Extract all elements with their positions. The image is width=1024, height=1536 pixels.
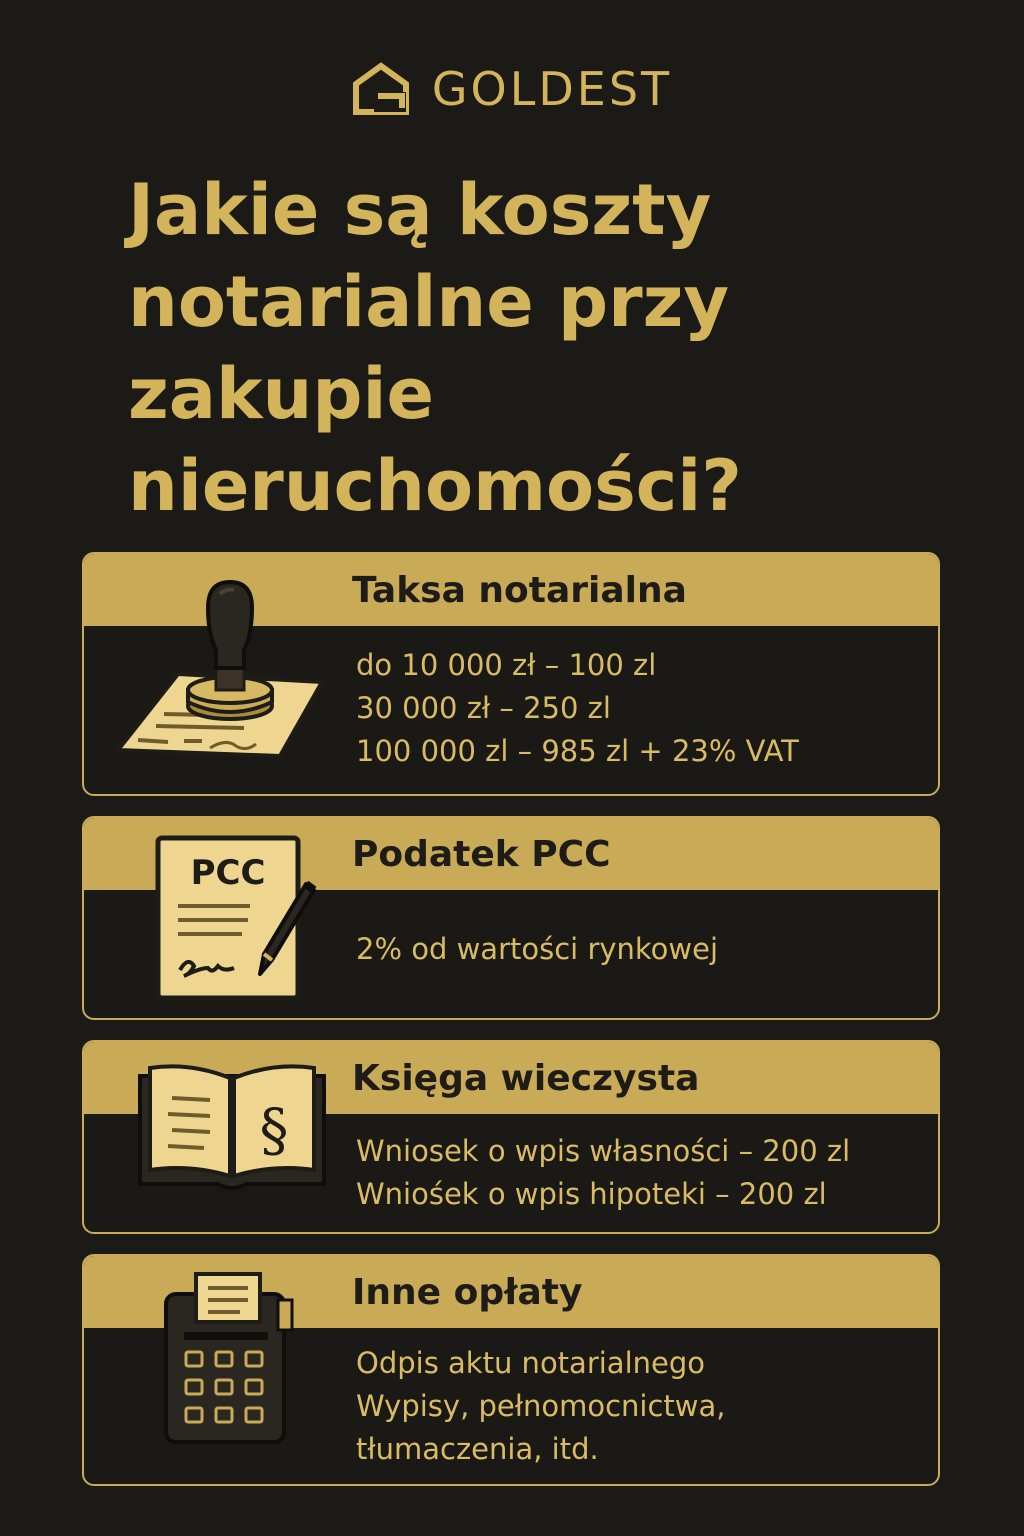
card-title: Księga wieczysta	[352, 1057, 700, 1099]
cost-line: Odpis aktu notarialnego	[356, 1346, 706, 1380]
calculator-receipt-icon	[160, 1268, 296, 1448]
card-title: Podatek PCC	[352, 833, 611, 875]
open-law-book-icon	[134, 1058, 330, 1194]
card-title: Taksa notarialna	[352, 569, 687, 611]
cost-line: Wniosek o wpis własności – 200 zl	[356, 1134, 851, 1168]
brand	[0, 62, 1024, 116]
cost-line: 30 000 zł – 250 zl	[356, 691, 611, 725]
cost-line: do 10 000 zł – 100 zl	[356, 648, 657, 682]
house-logo-icon	[352, 62, 410, 116]
title-line: Jakie są koszty	[128, 169, 712, 251]
cost-line: 2% od wartości rynkowej	[356, 932, 719, 966]
pcc-document-pen-icon	[154, 834, 330, 1004]
title-line: zakupie	[128, 353, 434, 435]
title-line: notarialne przy	[128, 261, 730, 343]
cost-line: tłumaczenia, itd.	[356, 1432, 599, 1466]
cost-line: 100 000 zl – 985 zl + 23% VAT	[356, 734, 799, 768]
title-line: nieruchomości?	[128, 445, 742, 527]
card-title: Inne opłaty	[352, 1271, 583, 1313]
svg-text:§: §	[259, 1096, 289, 1164]
cost-line: Wniośek o wpis hipoteki – 200 zl	[356, 1177, 827, 1211]
notary-stamp-icon	[104, 578, 328, 762]
brand-name: GOLDEST	[431, 62, 673, 116]
page-title	[128, 164, 948, 532]
pcc-label: PCC	[190, 853, 266, 893]
cost-line: Wypisy, pełnomocnictwa,	[356, 1389, 726, 1423]
